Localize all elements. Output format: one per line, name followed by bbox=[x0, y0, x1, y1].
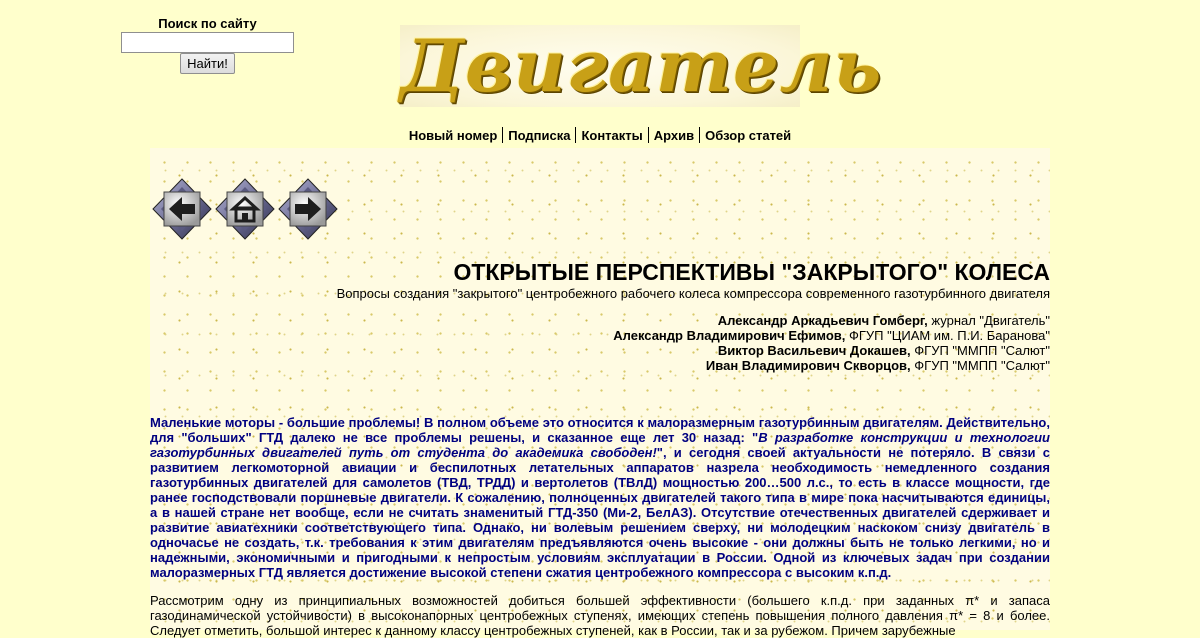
nav-separator bbox=[699, 127, 700, 143]
author-org: журнал "Двигатель" bbox=[927, 313, 1050, 328]
search-button[interactable]: Найти! bbox=[180, 53, 235, 74]
nav-archive[interactable]: Архив bbox=[653, 128, 695, 143]
site-logo[interactable] bbox=[400, 23, 882, 108]
lead-text-continued: ", и сегодня своей актуальности не потеряло. В связи с развитием легкомоторной авиации и беспилотных летательных аппаратов назрела необходимость немедленного создания газотурбинных двигателей для самолетов (ТВД, ТРДД) и вертолетов (ТВлД) мощностью 200…500 л.с., то есть в классе мощности, где ранее господствовали поршневые двигатели. К сожалению, полноценных двигателей такого типа в мире пока насчитываются единицы, а в нашей стране нет вообще, если не считать знаменитый ГТД-350 (Ми-2, БелАЗ). Отсутствие отечественных двигателей сдерживает и развитие авиатехники соответствующего типа. Однако, ни волевым решением сверху, ни молодецким наскоком снизу двигатель в одночасье не создать, т.к. требования к этим двигателям предъявляются очень высокие - они должны быть не только легкими, но и надежными, экономичными и пригодными к непростым условиям эксплуатации в России. Одной из ключевых задач при создании малоразмерных ГТД является достижение высокой степени сжатия центробежного компрессора с высоким к.п.д. bbox=[150, 445, 1050, 580]
lead-text: Маленькие моторы - большие проблемы! В полном объеме это относится к малоразмерным газотурбинным двигателям. Действительно, для "больших" ГТД далеко не все проблемы решены, и сказанное еще лет 30 назад: " bbox=[150, 415, 1050, 445]
site-search bbox=[121, 16, 294, 74]
author-org: ФГУП "ММПП "Салют" bbox=[910, 343, 1050, 358]
author-name: Иван Владимирович Скворцов, bbox=[705, 358, 911, 373]
author-line bbox=[613, 328, 1050, 343]
author-name: Виктор Васильевич Докашев, bbox=[717, 343, 911, 358]
article-title: ОТКРЫТЫЕ ПЕРСПЕКТИВЫ "ЗАКРЫТОГО" КОЛЕСА bbox=[453, 259, 1050, 285]
author-name: Александр Аркадьевич Гомберг, bbox=[717, 313, 928, 328]
search-input[interactable] bbox=[121, 32, 294, 53]
nav-new-issue[interactable]: Новый номер bbox=[408, 128, 498, 143]
author-line bbox=[613, 358, 1050, 373]
nav-contacts[interactable]: Контакты bbox=[581, 128, 643, 143]
nav-separator bbox=[502, 127, 503, 143]
article-subtitle: Вопросы создания "закрытого" центробежного рабочего колеса компрессора современного газотурбинного двигателя bbox=[336, 286, 1050, 301]
author-org: ФГУП "ЦИАМ им. П.И. Баранова" bbox=[845, 328, 1050, 343]
author-list bbox=[613, 313, 1050, 373]
lead-quote: В разработке конструкции и технологии газотурбинных двигателей путь от студента до академика свободен! bbox=[150, 430, 1050, 460]
article-content bbox=[150, 148, 1050, 638]
logo-text: Двигатель bbox=[400, 23, 882, 108]
nav-separator bbox=[575, 127, 576, 143]
arrow-left-icon bbox=[152, 178, 212, 240]
author-line bbox=[613, 343, 1050, 358]
article-lead bbox=[150, 415, 1050, 580]
next-page-button[interactable] bbox=[278, 178, 338, 240]
author-org: ФГУП "ММПП "Салют" bbox=[910, 358, 1050, 373]
author-line bbox=[613, 313, 1050, 328]
arrow-right-icon bbox=[278, 178, 338, 240]
author-name: Александр Владимирович Ефимов, bbox=[613, 328, 846, 343]
nav-separator bbox=[648, 127, 649, 143]
prev-page-button[interactable] bbox=[152, 178, 212, 240]
home-icon bbox=[215, 178, 275, 240]
nav-articles-review[interactable]: Обзор статей bbox=[705, 128, 792, 143]
home-button[interactable] bbox=[215, 178, 275, 240]
article-body-paragraph: Рассмотрим одну из принципиальных возможностей добиться большей эффективности (большего к.п.д. при заданных π* и запаса газодинамической устойчивости) в высоконапорных центробежных ступенях, имеющих степень повышения полного давления π* = 8 и более. Следует отметить, большой интерес к данному классу центробежных ступеней, как в России, так и за рубежом. Причем зарубежные bbox=[150, 593, 1050, 638]
search-label: Поиск по сайту bbox=[158, 16, 257, 31]
nav-subscription[interactable]: Подписка bbox=[508, 128, 571, 143]
top-nav bbox=[0, 127, 1200, 145]
